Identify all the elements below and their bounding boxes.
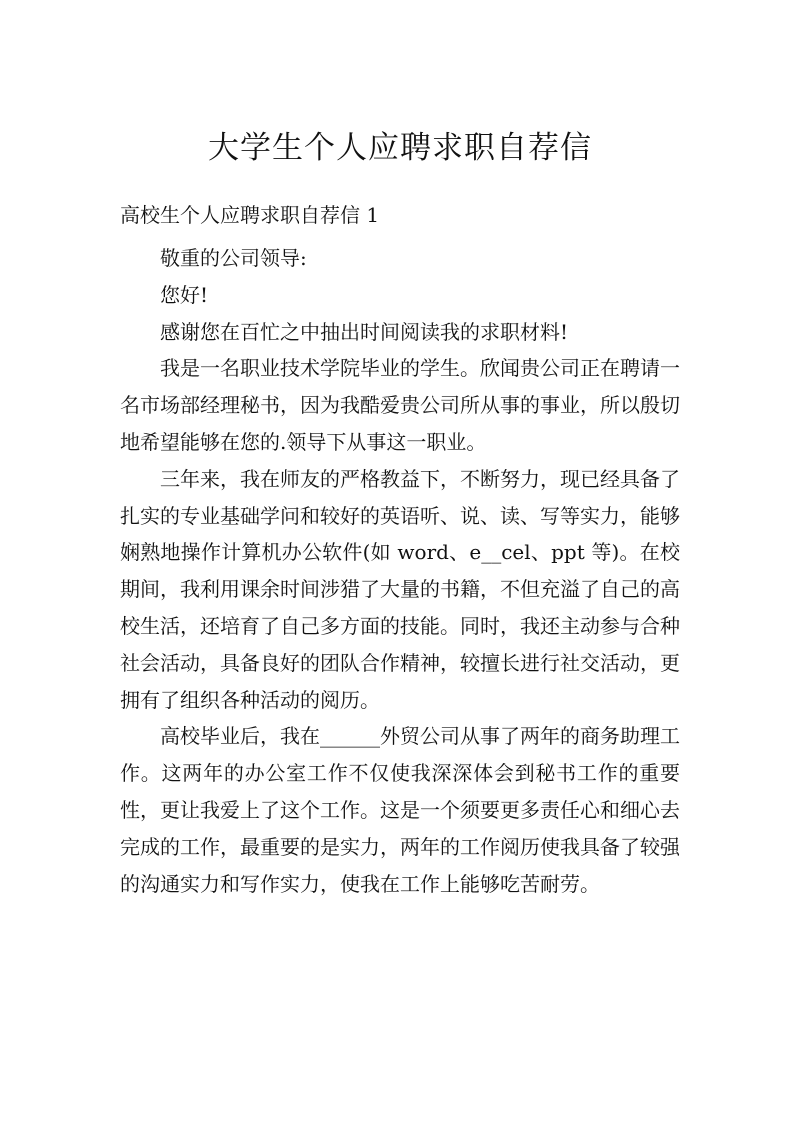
paragraph-education: 三年来，我在师友的严格教益下，不断努力，现已经具备了扎实的专业基础学问和较好的英语听、说、读、写等实力，能够娴熟地操作计算机办公软件(如 word、e__cel、ppt 等)。在校期间，我利用课余时间涉猎了大量的书籍，不但充溢了自己的高校生活，还培育了自己多方面的技能。同时，我还主动参与合种社会活动，具备良好的团队合作精神，较擅长进行社交活动，更拥有了组织各种活动的阅历。	[120, 466, 680, 712]
section-subtitle: 高校生个人应聘求职自荐信 1	[120, 203, 380, 227]
paragraph-introduction: 我是一名职业技术学院毕业的学生。欣闻贵公司正在聘请一名市场部经理秘书，因为我酷爱贵公司所从事的事业，所以殷切地希望能够在您的.领导下从事这一职业。	[120, 356, 680, 454]
document-body	[120, 197, 680, 902]
greeting: 您好!	[160, 282, 209, 307]
salutation: 敬重的公司领导:	[160, 246, 307, 270]
paragraph-thanks: 感谢您在百忙之中抽出时间阅读我的求职材料!	[160, 319, 569, 344]
paragraph-work-experience: 高校毕业后，我在______外贸公司从事了两年的商务助理工作。这两年的办公室工作不仅使我深深体会到秘书工作的重要性，更让我爱上了这个工作。这是一个须要更多责任心和细心去完成的工作，最重要的是实力，两年的工作阅历使我具备了较强的沟通实力和写作实力，使我在工作上能够吃苦耐劳。	[120, 724, 680, 896]
document-title: 大学生个人应聘求职自荐信	[208, 130, 592, 166]
